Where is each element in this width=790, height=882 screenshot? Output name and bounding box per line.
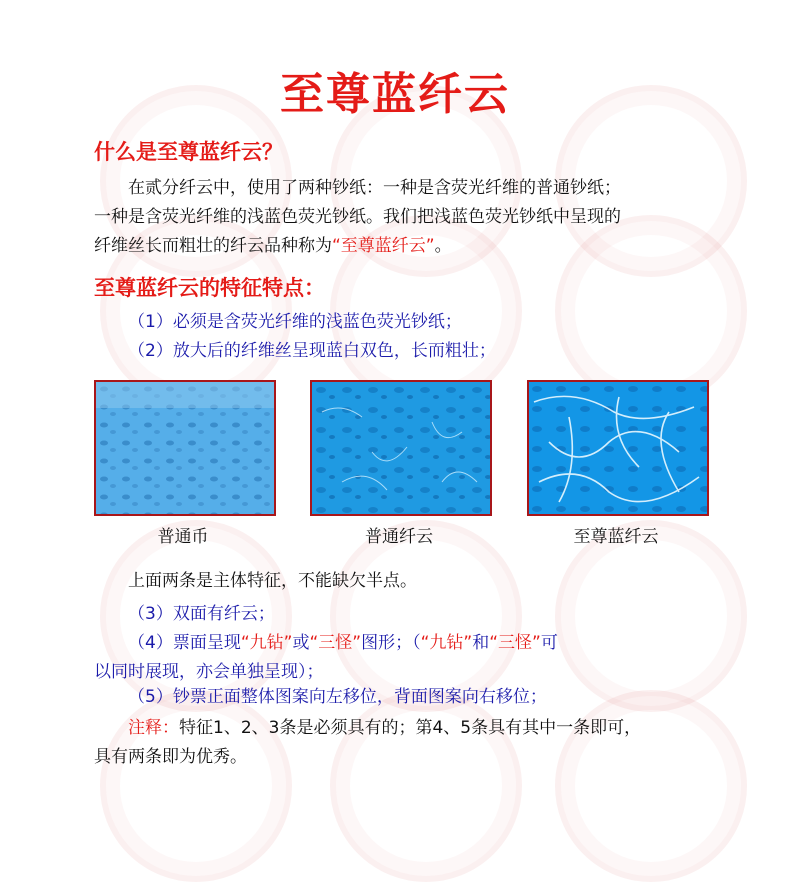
feature-4-quote-3: “九钻” — [420, 633, 473, 653]
page-title: 至尊蓝纤云 — [280, 69, 510, 120]
footnote — [94, 714, 714, 772]
microscope-image-supreme — [529, 382, 707, 514]
feature-3: （3）双面有纤云； — [128, 604, 275, 624]
feature-4-line-2: 以同时展现，亦会单独呈现）； — [94, 662, 324, 682]
footnote-line-2: 具有两条即为优秀。 — [94, 747, 247, 767]
feature-4-text-b: 或 — [292, 633, 310, 653]
footnote-line-1 — [94, 714, 714, 743]
feature-4-quote-4: “三怪” — [489, 633, 541, 653]
main-note: 上面两条是主体特征，不能缺欠半点。 — [128, 571, 417, 591]
intro-line-2: 一种是含荧光纤维的浅蓝色荧光钞纸。我们把浅蓝色荧光钞纸中呈现的 — [94, 207, 621, 227]
feature-4 — [94, 629, 704, 687]
footnote-label: 注释： — [128, 718, 179, 738]
intro-line-3-end: 。 — [434, 236, 452, 256]
caption-common-fiber: 普通纤云 — [365, 527, 433, 547]
feature-2: （2）放大后的纤维丝呈现蓝白双色，长而粗壮； — [128, 341, 496, 361]
intro-line-1: 在贰分纤云中，使用了两种钞纸：一种是含荧光纤维的普通钞纸； — [128, 178, 621, 198]
photo-common-fiber — [310, 380, 492, 516]
feature-4-text-a: （4）票面呈现 — [128, 633, 241, 653]
feature-1: （1）必须是含荧光纤维的浅蓝色荧光钞纸； — [128, 312, 462, 332]
caption-supreme-blue-fiber: 至尊蓝纤云 — [573, 527, 659, 547]
intro-line-3 — [94, 232, 702, 261]
caption-common-coin: 普通币 — [157, 527, 209, 547]
photo-common-coin — [94, 380, 276, 516]
feature-4-quote-1: “九钻” — [240, 633, 293, 653]
section-heading-what-is: 什么是至尊蓝纤云？ — [94, 140, 283, 164]
intro-paragraph — [94, 174, 702, 261]
feature-4-quote-2: “三怪” — [309, 633, 362, 653]
feature-4-line-1 — [94, 629, 704, 658]
photo-supreme-blue-fiber — [527, 380, 709, 516]
intro-quote: “至尊蓝纤云” — [332, 236, 435, 256]
feature-5: （5）钞票正面整体图案向左移位，背面图案向右移位； — [128, 687, 547, 707]
microscope-image-common — [96, 382, 274, 514]
footnote-text: 特征1、2、3条是必须具有的；第4、5条具有其中一条即可， — [179, 718, 642, 738]
microscope-image-fiber — [312, 382, 490, 514]
section-heading-features: 至尊蓝纤云的特征特点： — [94, 276, 325, 300]
feature-4-text-c: 图形；（ — [361, 633, 421, 653]
feature-4-text-d: 和 — [472, 633, 490, 653]
feature-4-text-e: 可 — [540, 633, 558, 653]
intro-line-3-text: 纤维丝长而粗壮的纤云品种称为 — [94, 236, 332, 256]
